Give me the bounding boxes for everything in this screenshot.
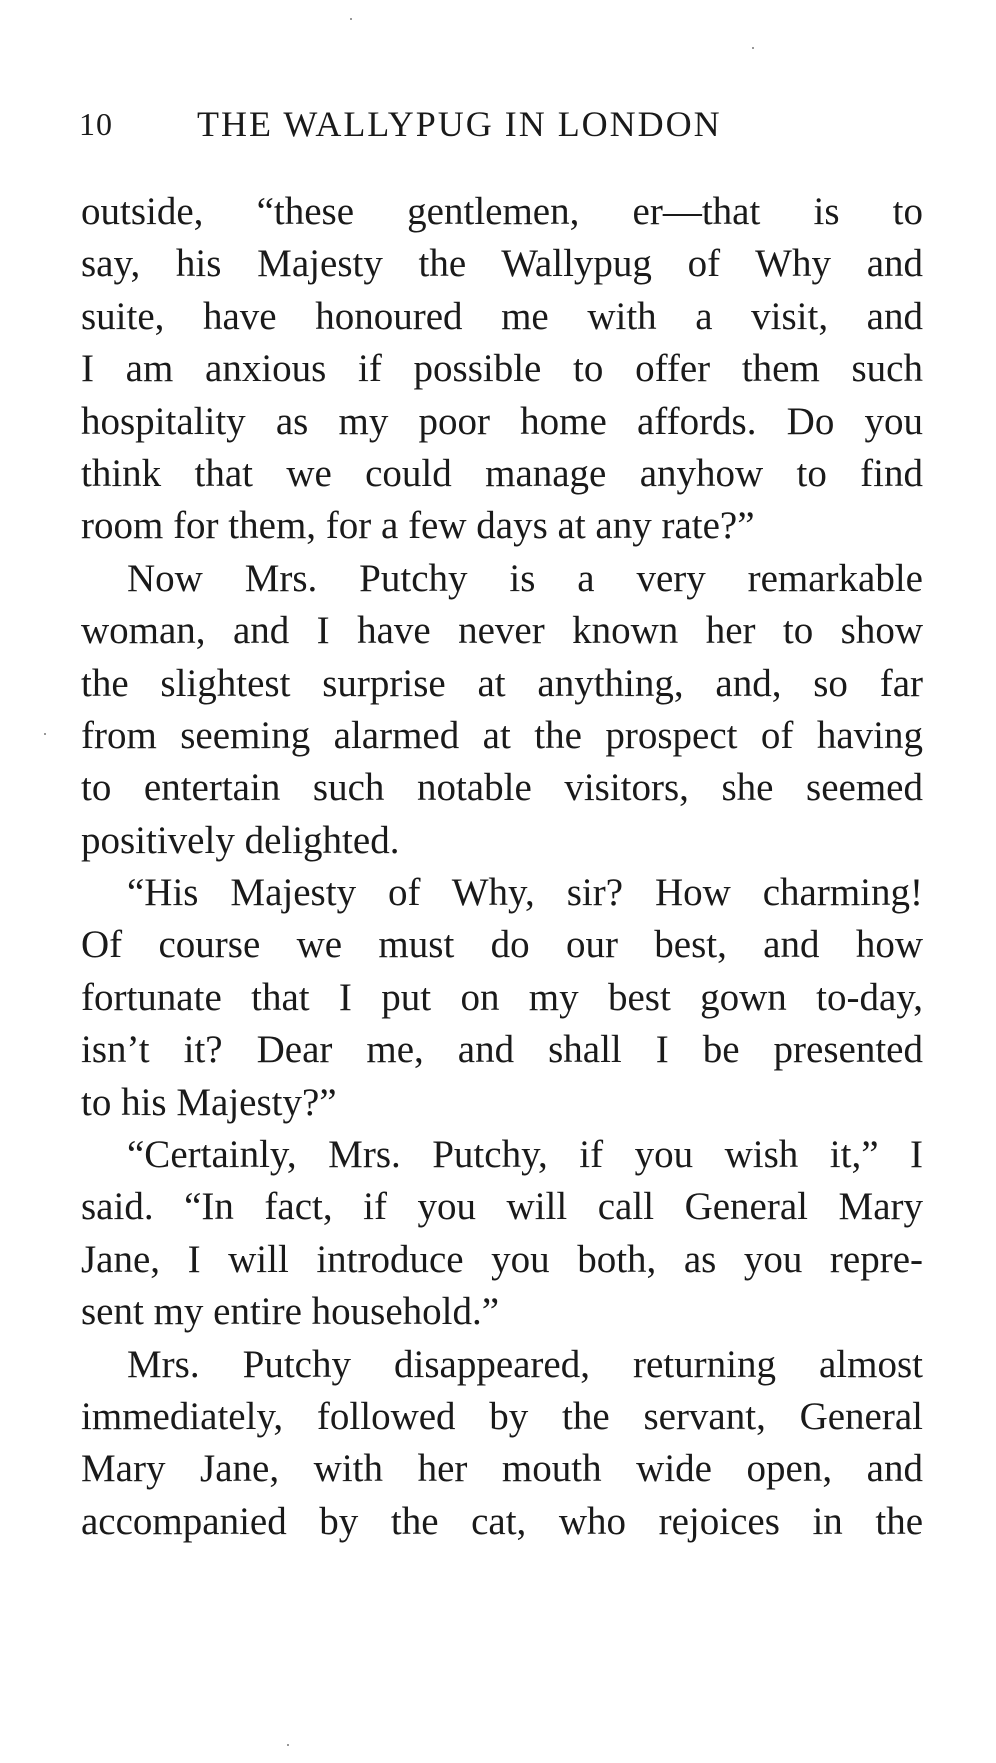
text-line: hospitality as my poor home affords. Do you bbox=[81, 399, 923, 443]
text-line: accompanied by the cat, who rejoices in the bbox=[81, 1499, 923, 1543]
running-title: THE WALLYPUG IN LONDON bbox=[197, 104, 722, 144]
text-line: positively delighted. bbox=[81, 818, 400, 862]
text-line: Mrs. Putchy disappeared, returning almost bbox=[127, 1342, 923, 1386]
text-line: I am anxious if possible to offer them such bbox=[81, 347, 923, 391]
text-line: think that we could manage anyhow to find bbox=[81, 451, 923, 495]
text-line: from seeming alarmed at the prospect of having bbox=[81, 713, 923, 757]
text-line: isn’t it? Dear me, and shall I be presented bbox=[81, 1028, 923, 1072]
text-line: room for them, for a few days at any rate?” bbox=[81, 504, 755, 548]
text-line: “His Majesty of Why, sir? How charming! bbox=[127, 871, 923, 915]
text-line: the slightest surprise at anything, and, so far bbox=[81, 661, 923, 705]
running-head bbox=[79, 104, 919, 144]
print-speck bbox=[44, 733, 46, 735]
page-number: 10 bbox=[79, 106, 113, 142]
text-line: immediately, followed by the servant, General bbox=[81, 1394, 923, 1438]
text-line: Of course we must do our best, and how bbox=[81, 923, 923, 967]
text-line: Mary Jane, with her mouth wide open, and bbox=[81, 1447, 923, 1491]
text-line: to entertain such notable visitors, she seemed bbox=[81, 766, 923, 810]
print-speck bbox=[752, 47, 754, 49]
text-line: sent my entire household.” bbox=[81, 1290, 500, 1334]
text-line: to his Majesty?” bbox=[81, 1080, 337, 1124]
print-speck bbox=[350, 18, 352, 20]
text-line: said. “In fact, if you will call General Mary bbox=[81, 1185, 923, 1229]
text-line: say, his Majesty the Wallypug of Why and bbox=[81, 242, 923, 286]
text-line: fortunate that I put on my best gown to-day, bbox=[81, 975, 923, 1019]
text-line: suite, have honoured me with a visit, and bbox=[81, 294, 923, 338]
body-text bbox=[81, 186, 923, 1548]
print-speck bbox=[287, 1744, 289, 1746]
text-line: Jane, I will introduce you both, as you repre- bbox=[81, 1237, 923, 1281]
text-line: woman, and I have never known her to show bbox=[81, 609, 923, 653]
text-line: Now Mrs. Putchy is a very remarkable bbox=[127, 556, 923, 600]
text-line: outside, “these gentlemen, er—that is to bbox=[81, 190, 923, 233]
text-line: “Certainly, Mrs. Putchy, if you wish it,” I bbox=[127, 1133, 923, 1177]
